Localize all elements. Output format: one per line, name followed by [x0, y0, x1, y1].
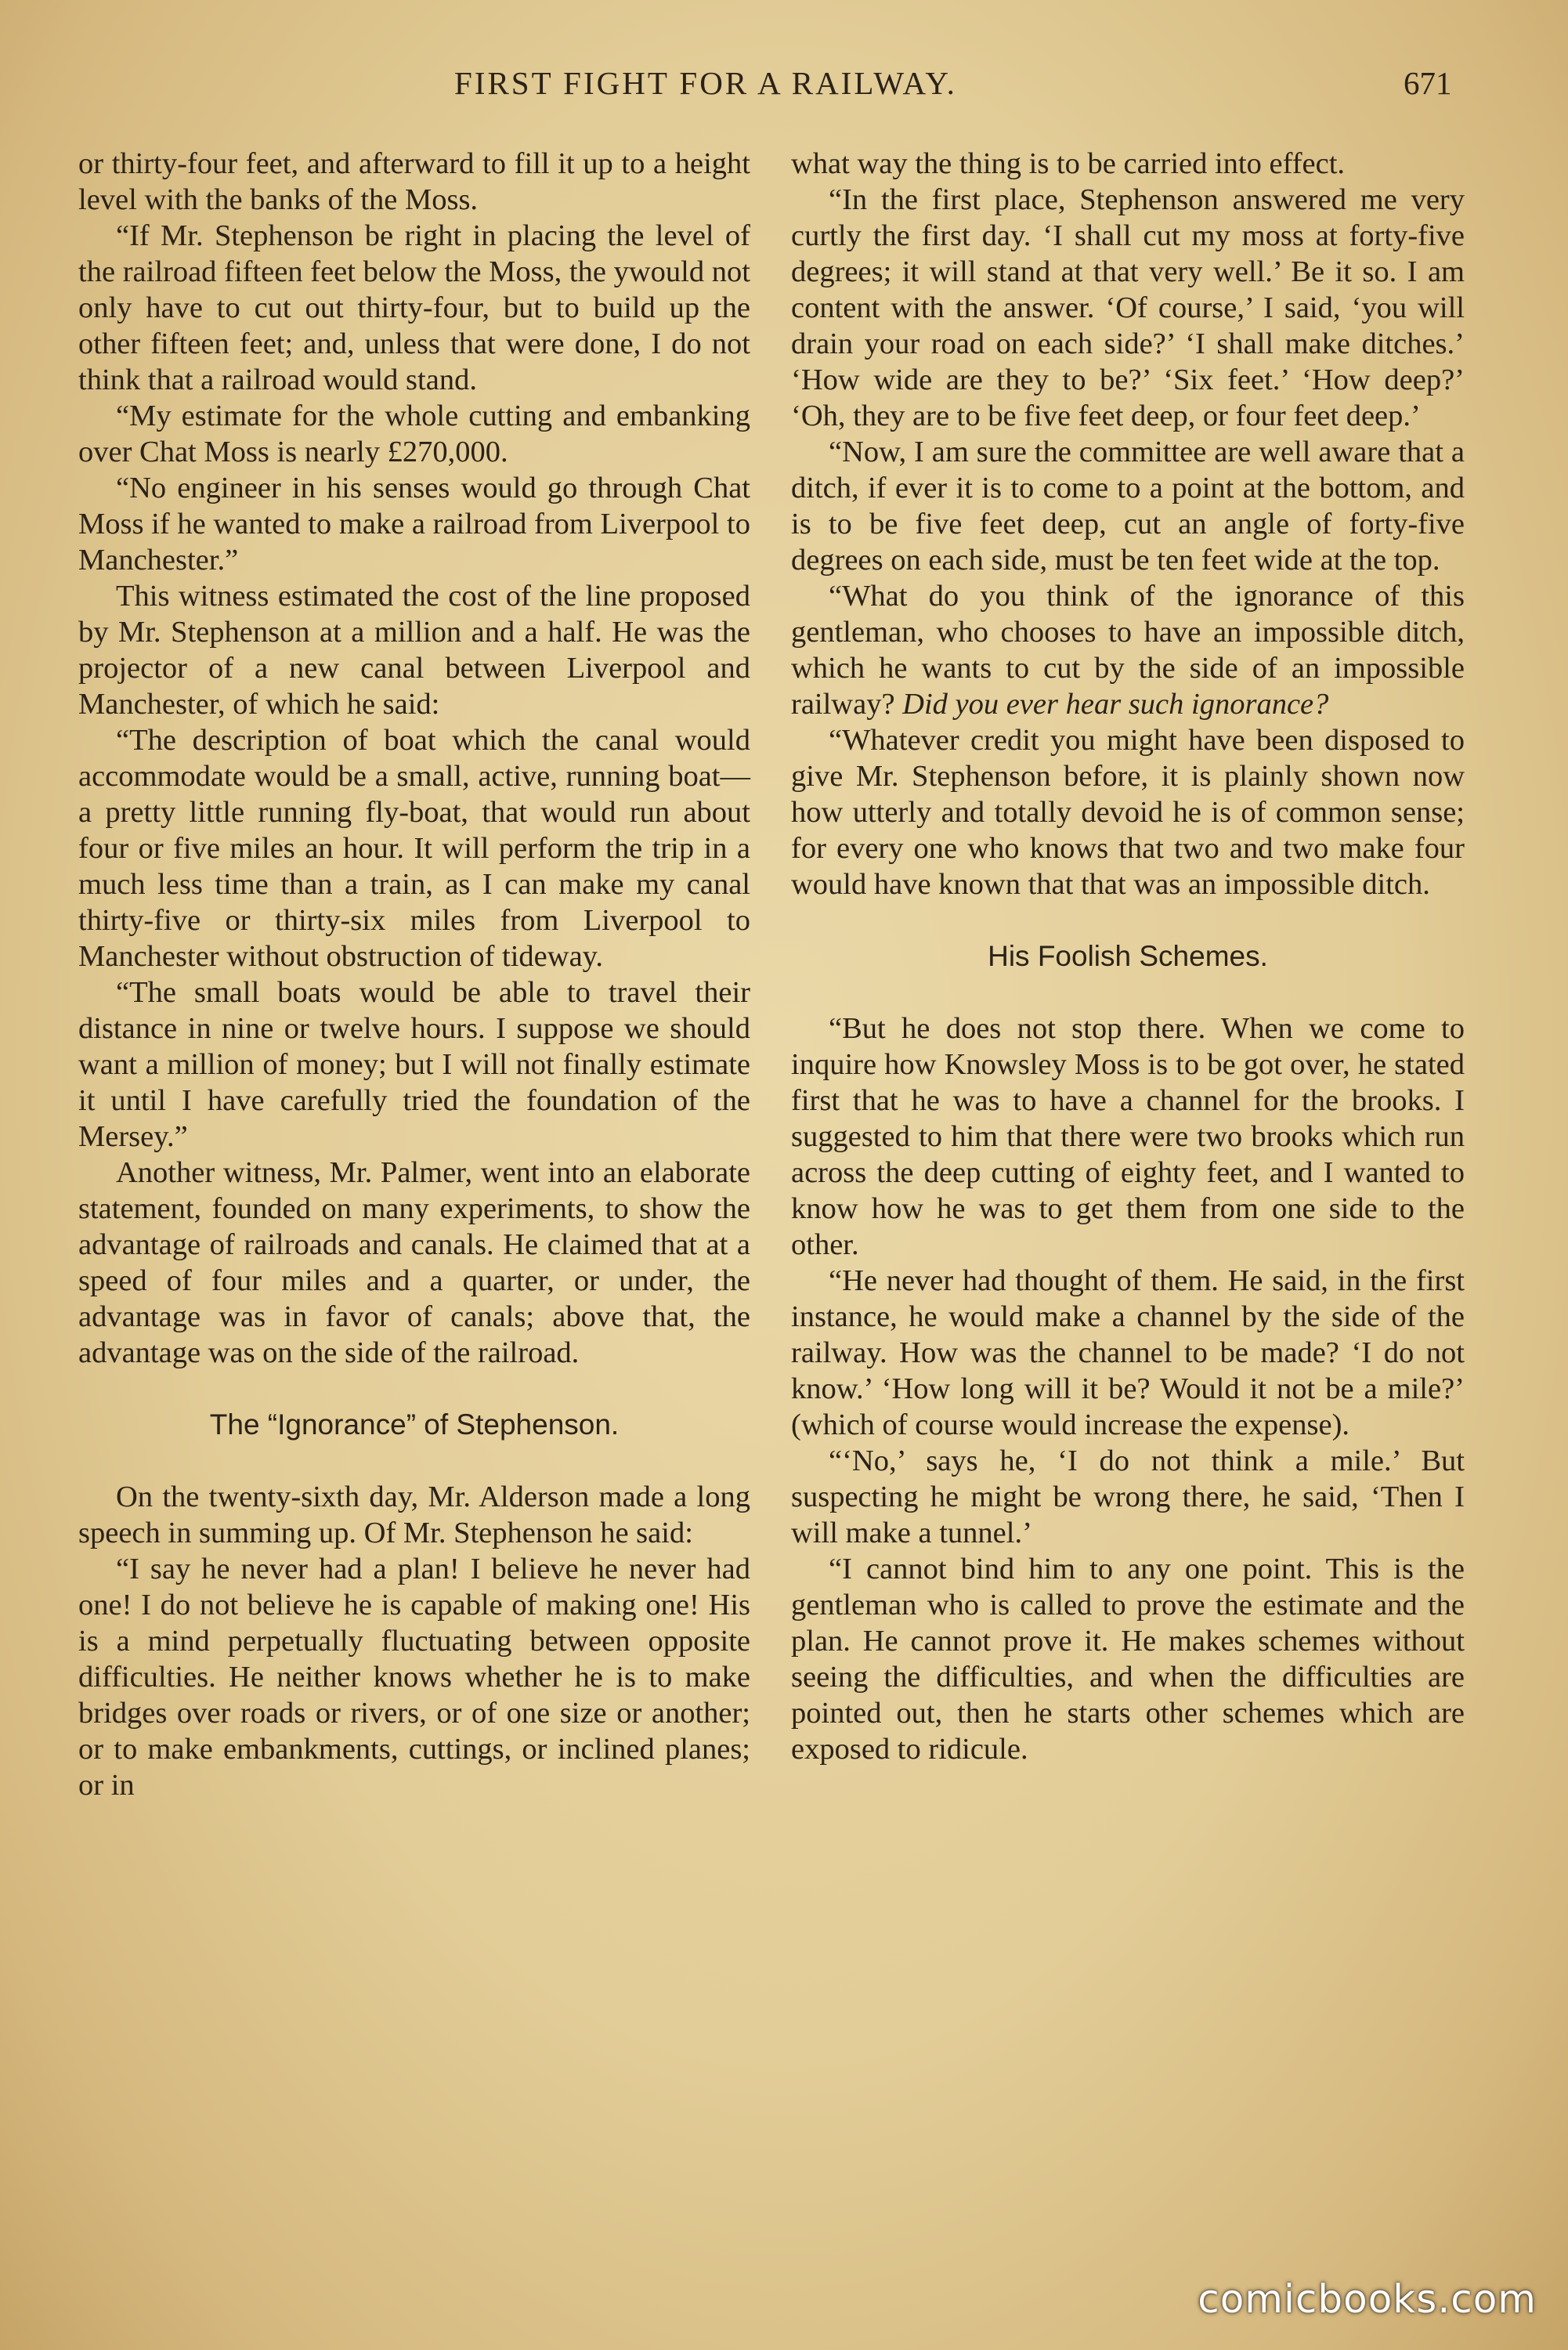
page-header [0, 64, 1568, 111]
paragraph: “But he does not stop there. When we come to inquire how Knowsley Moss is to be got over, he stated first that he was to have a channel for the brooks. I suggested to him that there were two brooks which run across the deep cutting of eighty feet, and I wanted to know how he was to get them from one side to the other. [791, 1012, 1465, 1261]
paragraph: “‘No,’ says he, ‘I do not think a mile.’ But suspecting he might be wrong there, he said, ‘Then I will make a tunnel.’ [791, 1444, 1465, 1549]
paragraph: what way the thing is to be carried into effect. [791, 147, 1346, 180]
paragraph: “I say he never had a plan! I believe he never had one! I do not believe he is capable of making one! His is a mind perpetually fluctuating between opposite difficulties. He neither knows whether he is to make bridges over roads or rivers, or of one size or another; or to make embankments, cuttings, or inclined planes; or in [78, 1553, 750, 1802]
paragraph: “Now, I am sure the committee are well aware that a ditch, if ever it is to come to a point at the bottom, and is to be five feet deep, cut an angle of forty-five degrees on each side, must be ten feet wide at the top. [791, 436, 1465, 577]
watermark-logo: comicbooks.com [1198, 2276, 1537, 2322]
paragraph: “He never had thought of them. He said, in the first instance, he would make a channel by the side of the railway. How was the channel to be made? ‘I do not know.’ ‘How long will it be? Would it not be a mile?’ (which of course would increase the expense). [791, 1264, 1465, 1441]
right-column [791, 146, 1465, 1767]
paragraph: Another witness, Mr. Palmer, went into an elaborate statement, founded on many experiments, to show the advantage of railroads and canals. He claimed that at a speed of four miles and a quarter, or under, the advantage was in favor of canals; above that, the advantage was on the side of the railroad. [78, 1156, 750, 1369]
paragraph: “No engineer in his senses would go through Chat Moss if he wanted to make a railroad from Liverpool to Manchester.” [78, 472, 750, 577]
left-column [78, 146, 750, 1803]
paragraph: “The small boats would be able to travel their distance in nine or twelve hours. I suppose we should want a million of money; but I will not finally estimate it until I have carefully tried the foundation of the Mersey.” [78, 976, 750, 1153]
paragraph: “I cannot bind him to any one point. This is the gentleman who is called to prove the estimate and the plan. He cannot prove it. He makes schemes without seeing the difficulties, and when the difficulties are pointed out, then he starts other schemes which are exposed to ridicule. [791, 1553, 1465, 1766]
paragraph: On the twenty-sixth day, Mr. Alderson made a long speech in summing up. Of Mr. Stephenson he said: [78, 1480, 750, 1549]
paragraph: “My estimate for the whole cutting and embanking over Chat Moss is nearly £270,000. [78, 400, 750, 468]
paragraph: “If Mr. Stephenson be right in placing the level of the railroad fifteen feet below the Moss, the ywould not only have to cut out thirty-four, but to build up the other fifteen feet; and, unless that were done, I do not think that a railroad would stand. [78, 219, 750, 396]
section-heading: The “Ignorance” of Stephenson. [209, 1408, 620, 1441]
running-title: FIRST FIGHT FOR A RAILWAY. [454, 65, 957, 101]
page-number: 671 [1404, 65, 1452, 101]
paragraph-text: “What do you think of the ignorance of this gentleman, who chooses to have an impossible ditch, which he wants to cut by the side of an impossible railway? [791, 580, 1465, 721]
paragraph: “The description of boat which the canal would accommodate would be a small, active, running boat—a pretty little running fly-boat, that would run about four or five miles an hour. It will perform the trip in a much less time than a train, as I can make my canal thirty-five or thirty-six miles from Liverpool to Manchester without obstruction of tideway. [78, 724, 750, 973]
paragraph: “Whatever credit you might have been disposed to give Mr. Stephenson before, it is plainly shown now how utterly and totally devoid he is of common sense; for every one who knows that two and two make four would have known that that was an impossible ditch. [791, 724, 1465, 901]
paragraph: or thirty-four feet, and afterward to fill it up to a height level with the banks of the Moss. [78, 147, 750, 216]
section-heading: His Foolish Schemes. [988, 940, 1268, 972]
paragraph: This witness estimated the cost of the line proposed by Mr. Stephenson at a million and a half. He was the projector of a new canal between Liverpool and Manchester, of which he said: [78, 580, 750, 721]
paragraph [791, 578, 1465, 722]
italic-question: Did you ever hear such ignorance? [902, 688, 1329, 721]
paragraph: “In the first place, Stephenson answered me very curtly the first day. ‘I shall cut my moss at forty-five degrees; it will stand at that very well.’ Be it so. I am content with the answer. ‘Of course,’ I said, ‘you will drain your road on each side?’ ‘I shall make ditches.’ ‘How wide are they to be?’ ‘Six feet.’ ‘How deep?’ ‘Oh, they are to be five feet deep, or four feet deep.’ [791, 183, 1465, 432]
